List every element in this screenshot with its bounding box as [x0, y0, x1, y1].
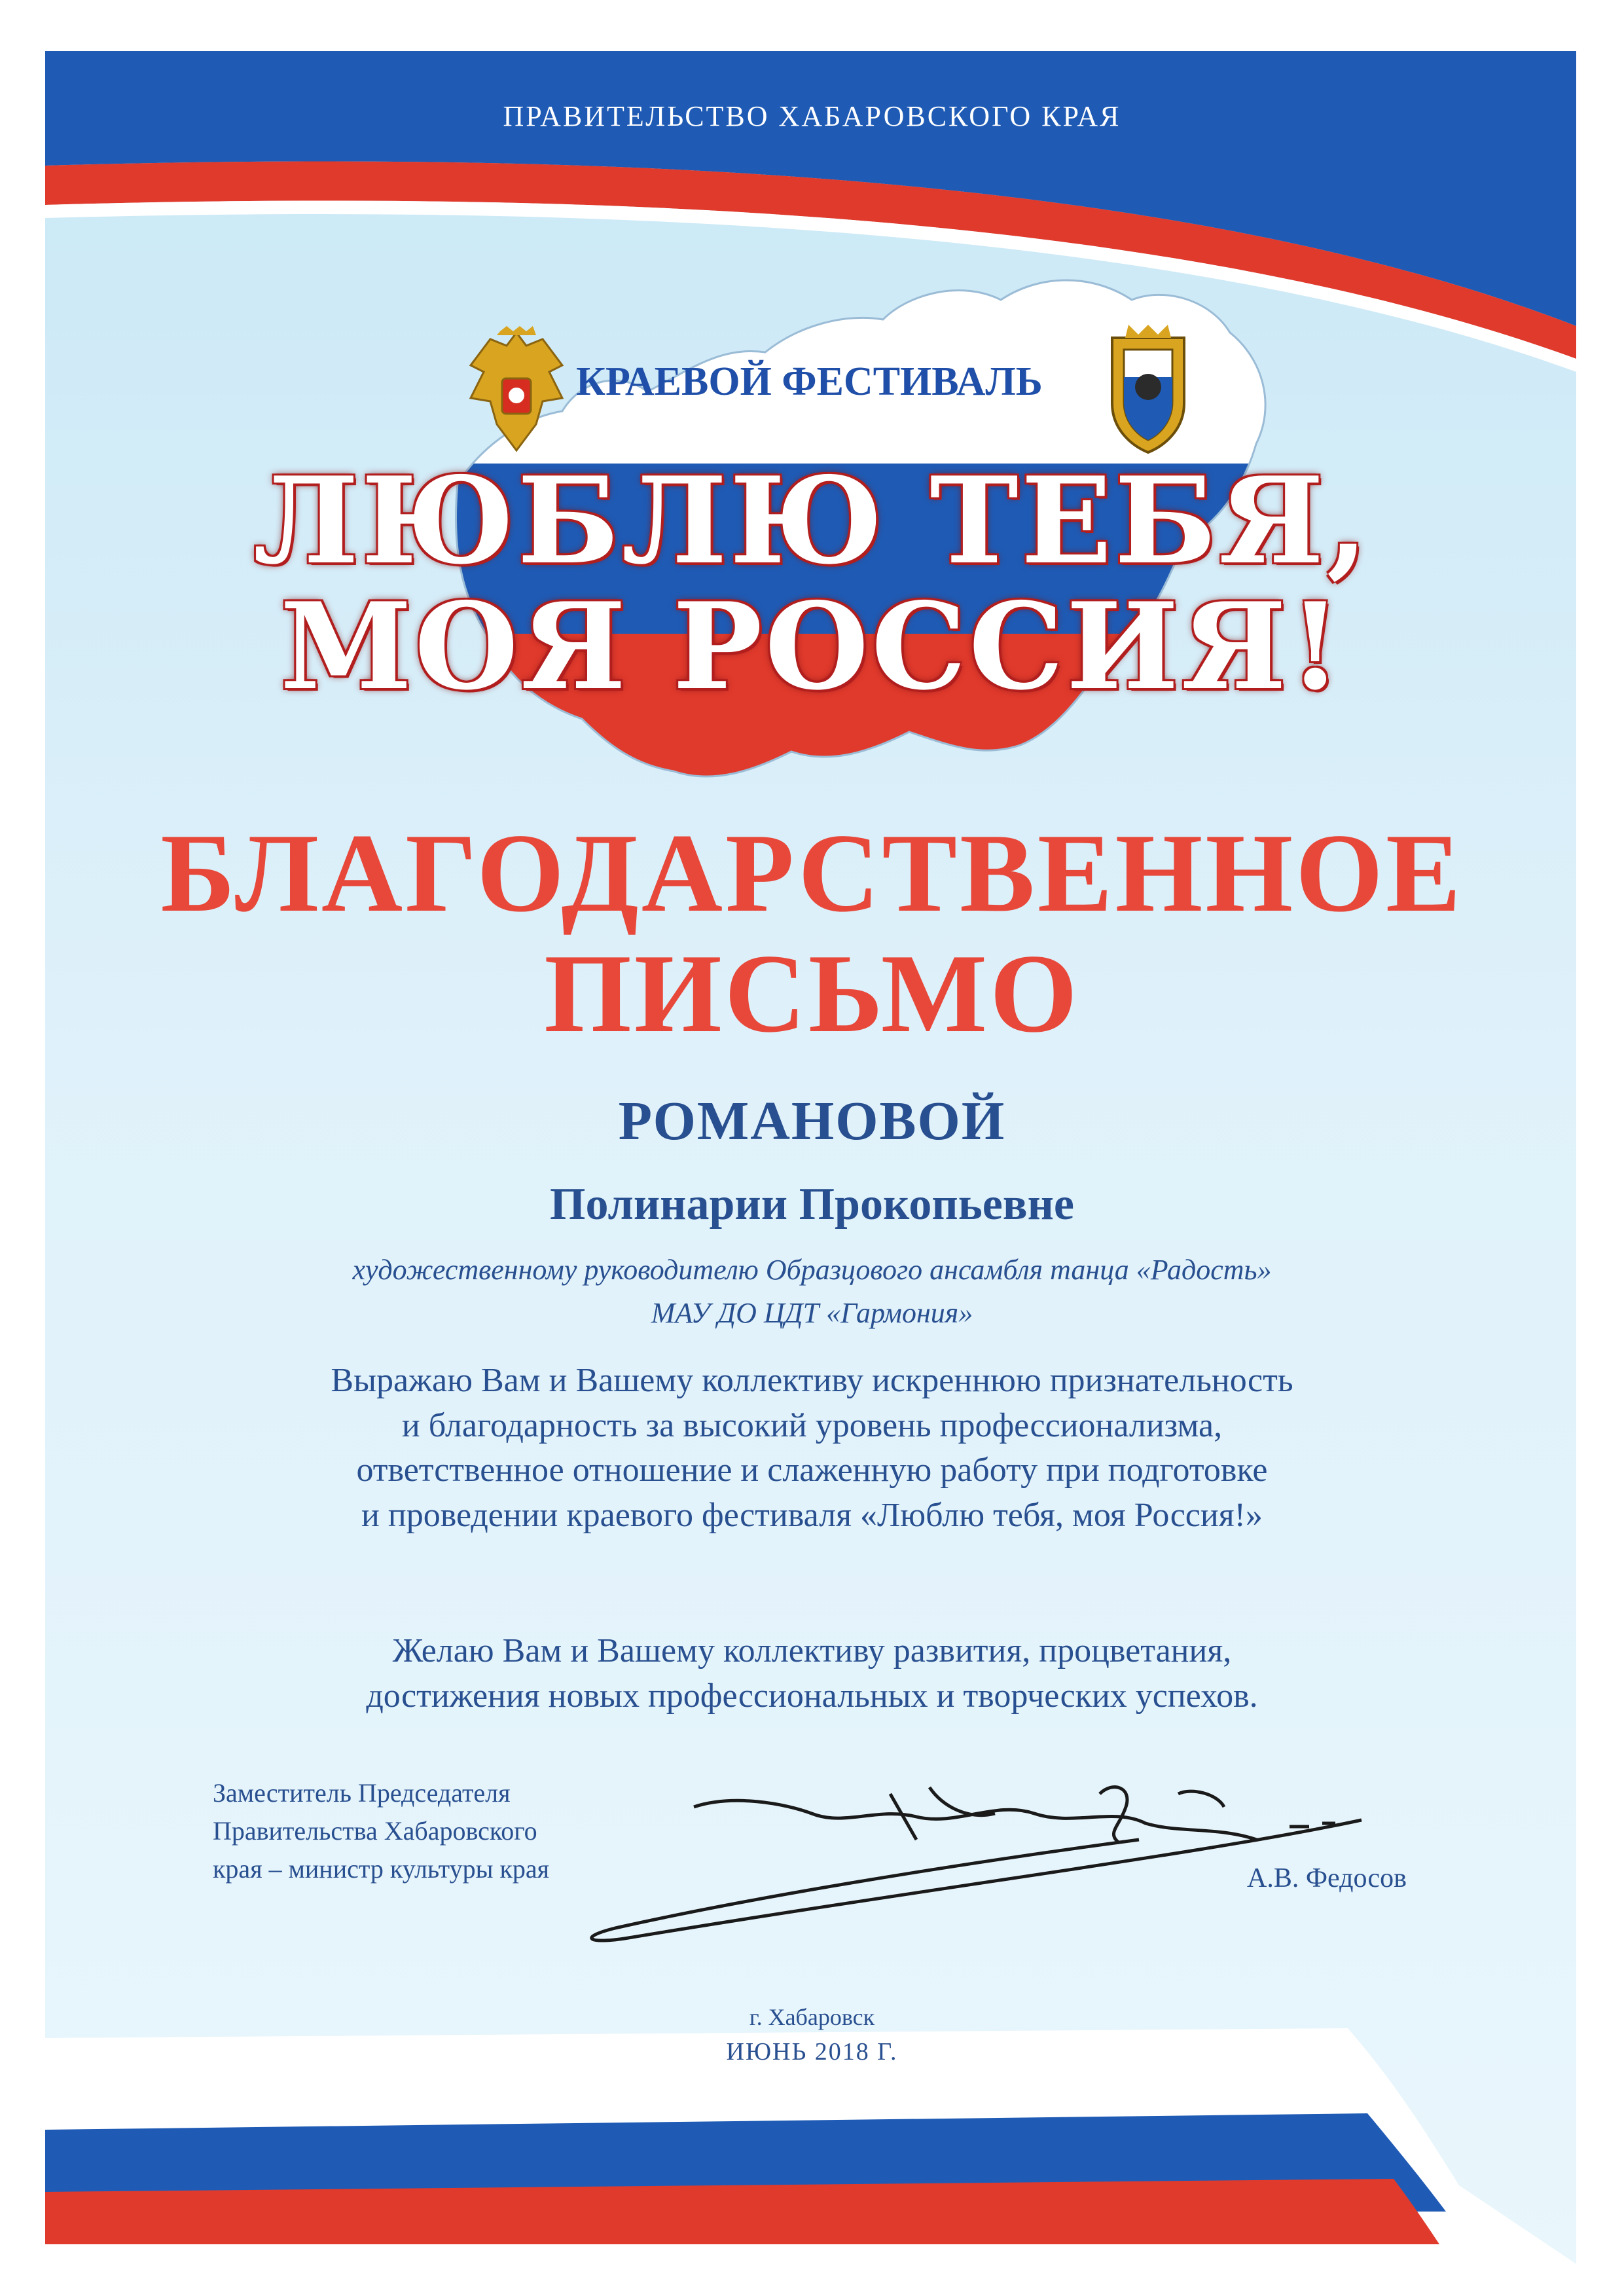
- recipient-name: Полинарии Прокопьевне: [550, 1179, 1074, 1230]
- body-line: и благодарность за высокий уровень профессионализма,: [401, 1406, 1223, 1444]
- body-line: Желаю Вам и Вашему коллективу развития, процветания,: [392, 1632, 1232, 1669]
- body-line: и проведении краевого фестиваля «Люблю тебя, моя Россия!»: [361, 1496, 1263, 1534]
- khabarovsk-coat-of-arms-icon: [1099, 325, 1197, 456]
- slogan-line-1: ЛЮБЛЮ ТЕБЯ,: [253, 450, 1371, 591]
- festival-label: КРАЕВОЙ ФЕСТИВАЛЬ: [576, 359, 1043, 404]
- signer-position-line: края – министр культуры края: [213, 1854, 550, 1884]
- signer-position-line: Заместитель Председателя: [213, 1778, 511, 1808]
- recipient-surname: РОМАНОВОЙ: [618, 1091, 1006, 1152]
- document-title-line-1: БЛАГОДАРСТВЕННОЕ: [160, 811, 1464, 936]
- footer-date: ИЮНЬ 2018 Г.: [726, 2038, 898, 2066]
- signer-name: А.В. Федосов: [1247, 1863, 1407, 1893]
- body-line: ответственное отношение и слаженную работу при подготовке: [356, 1451, 1268, 1489]
- body-line: достижения новых профессиональных и творческих успехов.: [366, 1677, 1258, 1715]
- header-title: ПРАВИТЕЛЬСТВО ХАБАРОВСКОГО КРАЯ: [503, 100, 1121, 132]
- body-paragraph-2: [0, 1629, 1624, 1719]
- recipient-position-line-1: художественному руководителю Образцового ансамбля танца «Радость»: [352, 1254, 1272, 1286]
- body-line: Выражаю Вам и Вашему коллективу искреннюю признательность: [331, 1362, 1293, 1399]
- footer-place: г. Хабаровск: [749, 2004, 875, 2030]
- signer-position-line: Правительства Хабаровского: [213, 1816, 537, 1846]
- russia-coat-of-arms-icon: [464, 326, 569, 457]
- recipient-position-line-2: МАУ ДО ЦДТ «Гармония»: [651, 1297, 973, 1329]
- body-paragraph-1: [0, 1358, 1624, 1539]
- document-title-line-2: ПИСЬМО: [544, 932, 1080, 1056]
- slogan-line-2: МОЯ РОССИЯ!: [280, 576, 1344, 716]
